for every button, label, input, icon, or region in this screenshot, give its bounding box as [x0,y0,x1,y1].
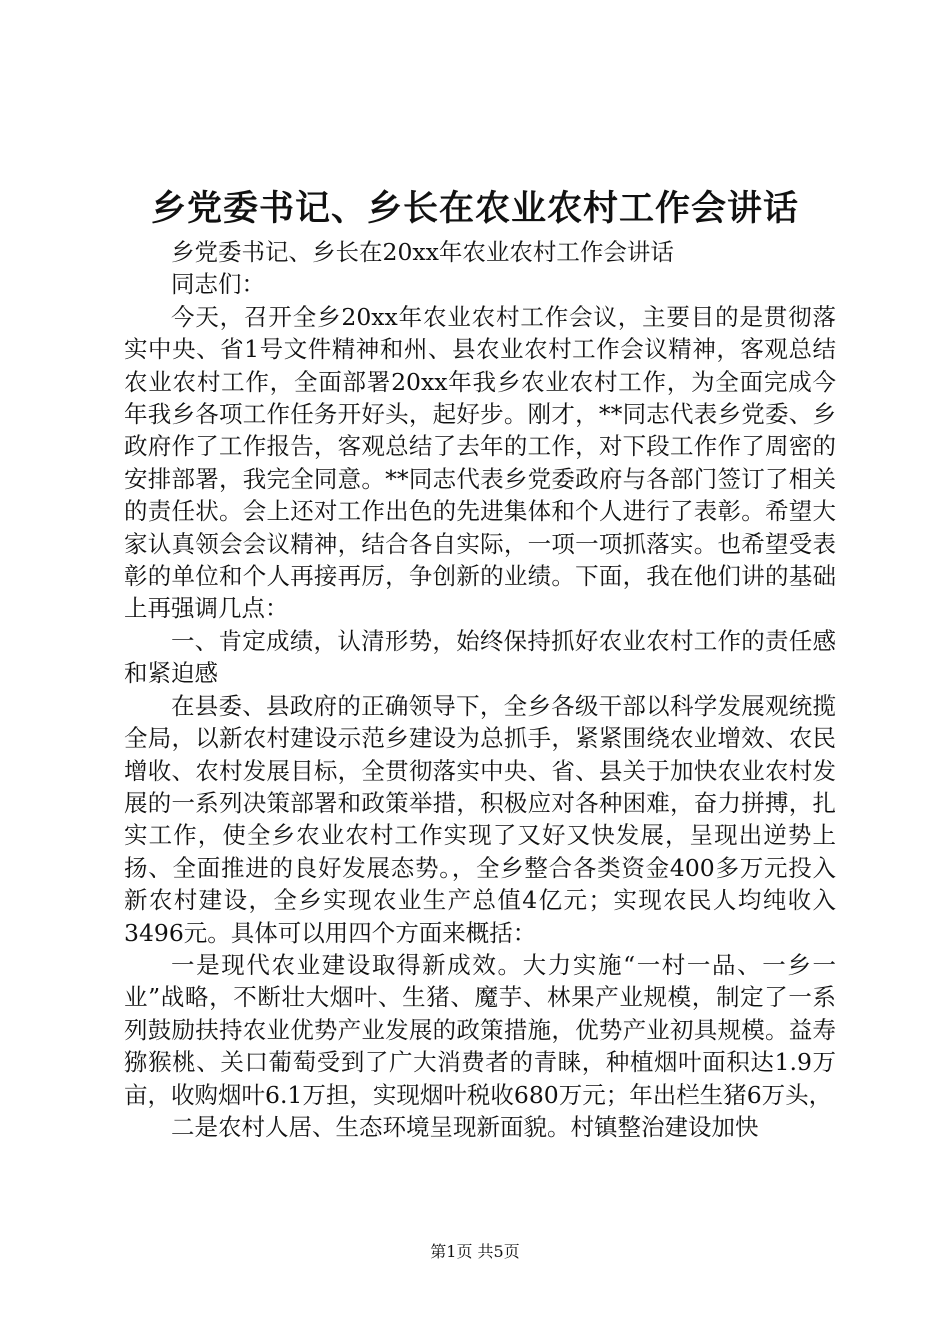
salutation: 同志们： [171,270,265,299]
page-footer: 第1页 共5页 [430,1242,520,1261]
document-body [124,236,836,1143]
document-title: 乡党委书记、乡长在农业农村工作会讲话 [150,188,799,229]
paragraph-point-1: 一是现代农业建设取得新成效。大力实施“一村一品、一乡一业”战略，不断壮大烟叶、生猪、魔芋、林果产业规模，制定了一系列鼓励扶持农业优势产业发展的政策措施，优势产业初具规模。益寿猕猴桃、关口葡萄受到了广大消费者的青睐，种植烟叶面积达1.9万亩，收购烟叶6.1万担，实现烟叶税收680万元；年出栏生猪6万头， [124,950,836,1109]
section-heading-1: 一、肯定成绩，认清形势，始终保持抓好农业农村工作的责任感和紧迫感 [124,626,836,688]
paragraph-intro: 今天，召开全乡20xx年农业农村工作会议，主要目的是贯彻落实中央、省1号文件精神和州、县农业农村工作会议精神，客观总结农业农村工作，全面部署20xx年我乡农业农村工作，为全面完成今年我乡各项工作任务开好头，起好步。刚才，**同志代表乡党委、乡政府作了工作报告，客观总结了去年的工作，对下段工作作了周密的安排部署，我完全同意。**同志代表乡党委政府与各部门签订了相关的责任状。会上还对工作出色的先进集体和个人进行了表彰。希望大家认真领会会议精神，结合各自实际，一项一项抓落实。也希望受表彰的单位和个人再接再厉，争创新的业绩。下面，我在他们讲的基础上再强调几点： [124,302,836,623]
paragraph-achievements: 在县委、县政府的正确领导下，全乡各级干部以科学发展观统揽全局，以新农村建设示范乡建设为总抓手，紧紧围绕农业增效、农民增收、农村发展目标，全贯彻落实中央、省、县关于加快农业农村发展的一系列决策部署和政策举措，积极应对各种困难，奋力拼搏，扎实工作，使全乡农业农村工作实现了又好又快发展，呈现出逆势上扬、全面推进的良好发展态势。，全乡整合各类资金400多万元投入新农村建设，全乡实现农业生产总值4亿元；实现农民人均纯收入3496元。具体可以用四个方面来概括： [124,691,836,947]
paragraph-point-2: 二是农村人居、生态环境呈现新面貌。村镇整治建设加快 [171,1112,759,1141]
subtitle-line: 乡党委书记、乡长在20xx年农业农村工作会讲话 [171,238,674,266]
